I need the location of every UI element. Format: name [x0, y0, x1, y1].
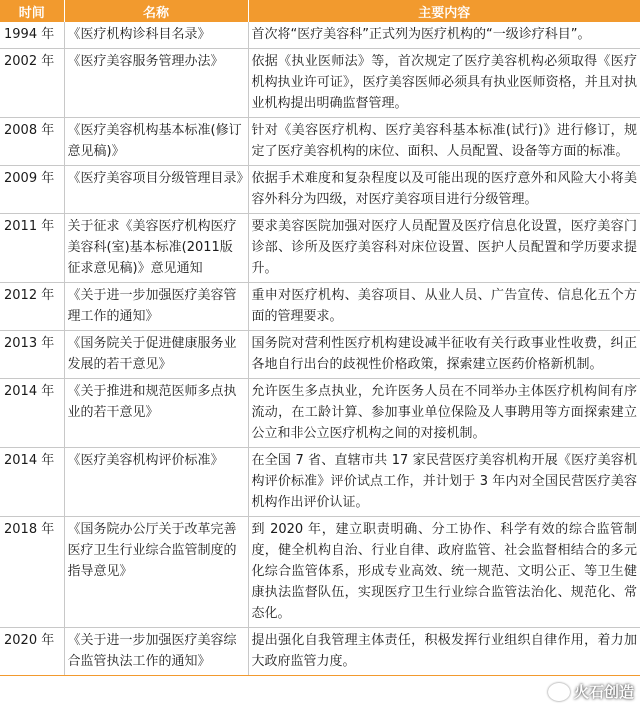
name-cell: 《医疗机构诊科目名录》 — [64, 22, 248, 49]
table-row — [0, 214, 640, 283]
year-cell: 2014 年 — [0, 448, 64, 517]
content-cell: 重申对医疗机构、美容项目、从业人员、广告宣传、信息化五个方面的管理要求。 — [248, 283, 640, 331]
year-cell: 2014 年 — [0, 379, 64, 448]
year-cell: 2002 年 — [0, 49, 64, 118]
year-cell: 2012 年 — [0, 283, 64, 331]
name-cell: 《国务院办公厅关于改革完善医疗卫生行业综合监管制度的指导意见》 — [64, 517, 248, 628]
table-row — [0, 22, 640, 49]
header-content: 主要内容 — [248, 0, 640, 22]
table-row — [0, 118, 640, 166]
year-cell: 2011 年 — [0, 214, 64, 283]
content-cell: 国务院对营利性医疗机构建设减半征收有关行政事业性收费，纠正各地自行出台的歧视性价格政策，探索建立医药价格新机制。 — [248, 331, 640, 379]
header-name: 名称 — [64, 0, 248, 22]
content-cell: 依据《执业医师法》等，首次规定了医疗美容机构必须取得《医疗机构执业许可证》，医疗美容医师必须具有执业医师资格，并且对执业机构提出明确监督管理。 — [248, 49, 640, 118]
year-cell: 2009 年 — [0, 166, 64, 214]
name-cell: 《医疗美容机构评价标准》 — [64, 448, 248, 517]
table-row — [0, 628, 640, 676]
name-cell: 《关于进一步加强医疗美容综合监管执法工作的通知》 — [64, 628, 248, 676]
year-cell: 2008 年 — [0, 118, 64, 166]
table-row — [0, 448, 640, 517]
content-cell: 要求美容医院加强对医疗人员配置及医疗信息化设置，医疗美容门诊部、诊所及医疗美容科对床位设置、医护人员配置和学历要求提升。 — [248, 214, 640, 283]
content-cell: 到 2020 年，建立职责明确、分工协作、科学有效的综合监管制度，健全机构自治、行业自律、政府监管、社会监督相结合的多元化综合监管体系，形成专业高效、统一规范、文明公正、等卫生健康执法监督队伍，实现医疗卫生行业综合监管法治化、规范化、常态化。 — [248, 517, 640, 628]
table-row — [0, 379, 640, 448]
name-cell: 《医疗美容服务管理办法》 — [64, 49, 248, 118]
content-cell: 针对《美容医疗机构、医疗美容科基本标准(试行)》进行修订，规定了医疗美容机构的床位、面积、人员配置、设备等方面的标准。 — [248, 118, 640, 166]
name-cell: 《国务院关于促进健康服务业发展的若干意见》 — [64, 331, 248, 379]
year-cell: 2018 年 — [0, 517, 64, 628]
table-row — [0, 283, 640, 331]
table-header-row — [0, 0, 640, 22]
table-row — [0, 49, 640, 118]
content-cell: 提出强化自我管理主体责任，积极发挥行业组织自律作用，着力加大政府监管力度。 — [248, 628, 640, 676]
year-cell: 2020 年 — [0, 628, 64, 676]
table-row — [0, 331, 640, 379]
name-cell: 《医疗美容项目分级管理目录》 — [64, 166, 248, 214]
content-cell: 首次将“医疗美容科”正式列为医疗机构的“一级诊疗科目”。 — [248, 22, 640, 49]
watermark-text: 火石创造 — [573, 683, 634, 701]
name-cell: 《关于推进和规范医师多点执业的若干意见》 — [64, 379, 248, 448]
year-cell: 2013 年 — [0, 331, 64, 379]
name-cell: 《关于进一步加强医疗美容管理工作的通知》 — [64, 283, 248, 331]
table-row — [0, 517, 640, 628]
content-cell: 依据手术难度和复杂程度以及可能出现的医疗意外和风险大小将美容外科分为四级，对医疗美容项目进行分级管理。 — [248, 166, 640, 214]
content-cell: 允许医生多点执业，允许医务人员在不同举办主体医疗机构间有序流动，在工龄计算、参加事业单位保险及人事聘用等方面探索建立公立和非公立医疗机构之间的对接机制。 — [248, 379, 640, 448]
table-body — [0, 22, 640, 676]
watermark — [548, 681, 634, 702]
table-row — [0, 166, 640, 214]
year-cell: 1994 年 — [0, 22, 64, 49]
content-cell: 在全国 7 省、直辖市共 17 家民营医疗美容机构开展《医疗美容机构评价标准》评价试点工作，并计划于 3 年内对全国民营医疗美容机构作出评价认证。 — [248, 448, 640, 517]
name-cell: 关于征求《美容医疗机构医疗美容科(室)基本标准(2011版征求意见稿)》意见通知 — [64, 214, 248, 283]
header-year: 时间 — [0, 0, 64, 22]
name-cell: 《医疗美容机构基本标准(修订意见稿)》 — [64, 118, 248, 166]
wechat-logo-icon — [548, 683, 570, 701]
